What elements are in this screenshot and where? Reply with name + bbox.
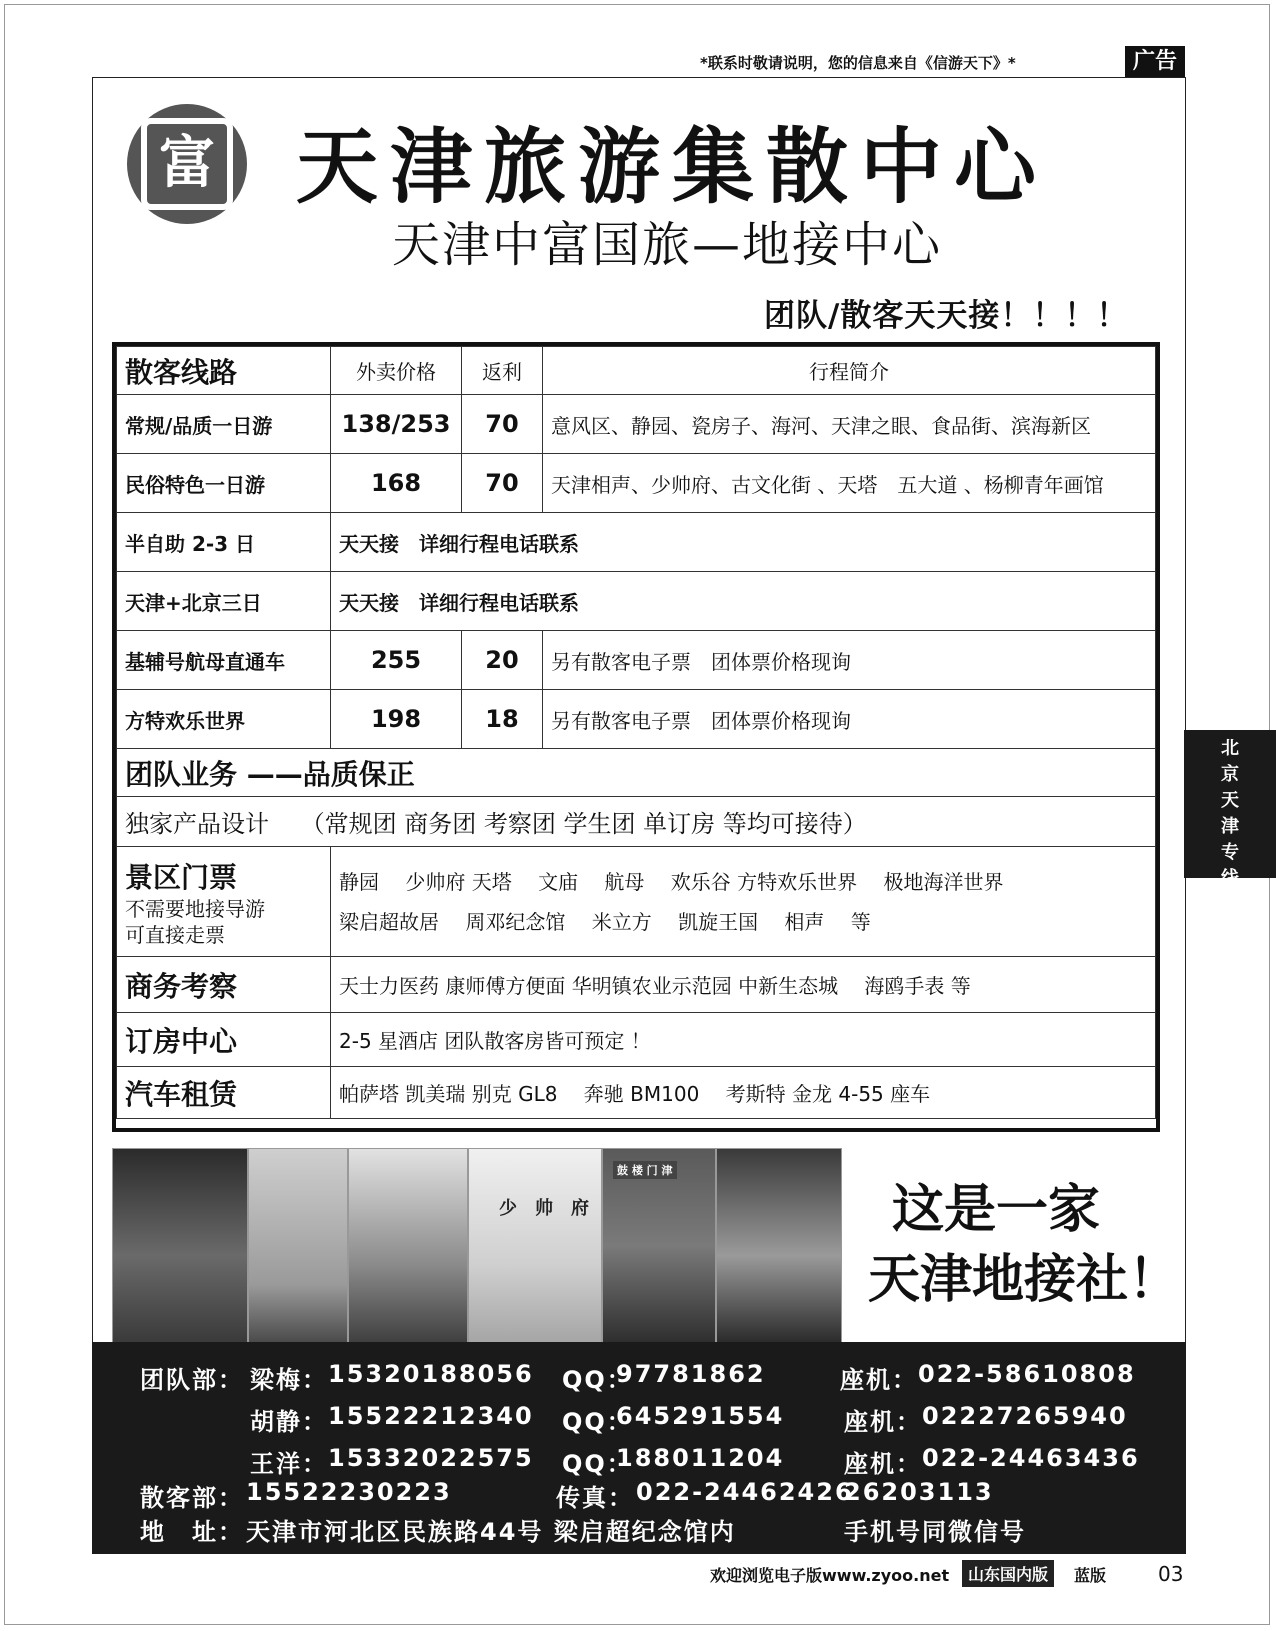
car-desc: 帕萨塔 凯美瑞 别克 GL8 奔驰 BM100 考斯特 金龙 4-55 座车 [331, 1067, 1156, 1119]
side-tab-char: 天 [1221, 790, 1239, 811]
side-tab-char: 线 [1221, 868, 1239, 889]
contact-qq: 645291554 [616, 1402, 785, 1430]
business-label: 商务考察 [117, 957, 331, 1013]
table-row [117, 513, 1156, 572]
table-row [117, 631, 1156, 690]
qq-label: QQ： [562, 1366, 633, 1394]
promo-line2: 天津地接社！ [868, 1250, 1181, 1310]
route-name: 民俗特色一日游 [117, 454, 331, 513]
side-tab-char: 京 [1221, 764, 1239, 785]
tickets-sub2: 可直接走票 [125, 922, 225, 947]
route-name: 常规/品质一日游 [117, 395, 331, 454]
logo-char: 富 [141, 118, 233, 210]
group-title-row [117, 749, 1156, 797]
photo-gulou-caption: 鼓 楼 门 津 [613, 1161, 677, 1179]
tickets-label: 景区门票 [125, 860, 238, 894]
contact-name: 王洋： [250, 1450, 328, 1478]
tel-label: 座机： [844, 1450, 922, 1478]
promo-line1: 这是一家 [892, 1180, 1101, 1240]
tel-label: 座机： [844, 1408, 922, 1436]
tel-label: 座机： [840, 1366, 918, 1394]
contact-name: 胡静： [250, 1408, 328, 1436]
route-table [112, 342, 1160, 1132]
car-label: 汽车租赁 [117, 1067, 331, 1119]
contact-phone: 15320188056 [328, 1360, 534, 1388]
fax-label: 传真： [556, 1484, 634, 1512]
table-row [117, 395, 1156, 454]
photo-ferris-wheel [716, 1148, 842, 1344]
contact-phone: 15332022575 [328, 1444, 534, 1472]
contact-qq: 97781862 [616, 1360, 766, 1388]
address: 天津市河北区民族路44号 梁启超纪念馆内 [246, 1518, 736, 1546]
tickets-list [331, 847, 1156, 957]
photo-shaoshuaifu-caption: 少 帅 府 [499, 1198, 589, 1219]
contact-tel: 02227265940 [922, 1402, 1128, 1430]
contact-panel [92, 1342, 1186, 1554]
table-header-row [117, 347, 1156, 395]
photo-gulou [602, 1148, 716, 1344]
side-tab-char: 津 [1221, 816, 1239, 837]
source-notice: *联系时敬请说明，您的信息来自《信游天下》* [700, 54, 1016, 72]
photo-tower-bridge [112, 1148, 248, 1344]
wechat-note: 手机号同微信号 [844, 1518, 1026, 1546]
address-label: 地 址： [140, 1518, 244, 1546]
hotel-desc: 2-5 星酒店 团队散客房皆可预定 ！ [331, 1013, 1156, 1067]
group-desc-row [117, 797, 1156, 847]
side-tab-char: 北 [1221, 738, 1239, 759]
route-desc: 另有散客电子票 团体票价格现询 [543, 690, 1156, 749]
footer-website: 欢迎浏览电子版www.zyoo.net [710, 1566, 950, 1585]
contact-tel: 022-58610808 [918, 1360, 1136, 1388]
tickets-cell [117, 847, 331, 957]
fax-number: 022-24462426 [636, 1478, 854, 1506]
hotel-label: 订房中心 [117, 1013, 331, 1067]
route-price: 198 [331, 690, 462, 749]
route-name: 半自助 2-3 日 [117, 513, 331, 572]
photo-tv-tower [248, 1148, 348, 1344]
group-title: 团队业务 ——品质保正 [117, 749, 1156, 797]
side-tab-beijing-tianjin [1184, 730, 1276, 889]
side-tab-char: 专 [1221, 842, 1239, 863]
photo-river-city [348, 1148, 468, 1344]
group-dept-label: 团队部： [140, 1366, 244, 1394]
route-price: 138/253 [331, 395, 462, 454]
group-desc: 独家产品设计 （常规团 商务团 考察团 学生团 单订房 等均可接待） [117, 797, 1156, 847]
header-routes: 散客线路 [117, 347, 331, 395]
contact-qq: 188011204 [616, 1444, 785, 1472]
route-price: 255 [331, 631, 462, 690]
page-number: 03 [1158, 1562, 1184, 1586]
route-name: 基辅号航母直通车 [117, 631, 331, 690]
header-price: 外卖价格 [331, 347, 462, 395]
promo-text [868, 1175, 1180, 1315]
contact-name: 梁梅： [250, 1366, 328, 1394]
hotel-row [117, 1013, 1156, 1067]
company-logo [127, 104, 247, 224]
photo-shaoshuaifu [468, 1148, 602, 1344]
car-row [117, 1067, 1156, 1119]
ad-tag: 广告 [1125, 46, 1185, 78]
qq-label: QQ： [562, 1450, 633, 1478]
route-rebate: 20 [462, 631, 543, 690]
photo-collage [112, 1148, 842, 1344]
qq-label: QQ： [562, 1408, 633, 1436]
individual-dept-label: 散客部： [140, 1484, 244, 1512]
tickets-line1: 静园 少帅府 天塔 文庙 航母 欢乐谷 方特欢乐世界 极地海洋世界 [339, 869, 1004, 894]
table-row [117, 690, 1156, 749]
route-desc: 天津相声、少帅府、古文化街 、天塔 五大道 、杨柳青年画馆 [543, 454, 1156, 513]
route-rebate: 70 [462, 454, 543, 513]
table-row [117, 454, 1156, 513]
tickets-sub1: 不需要地接导游 [125, 896, 265, 921]
route-rebate: 18 [462, 690, 543, 749]
table-row [117, 572, 1156, 631]
route-rebate: 70 [462, 395, 543, 454]
business-row [117, 957, 1156, 1013]
route-price: 168 [331, 454, 462, 513]
business-desc: 天士力医药 康师傅方便面 华明镇农业示范园 中新生态城 海鸥手表 等 [331, 957, 1156, 1013]
route-name: 天津+北京三日 [117, 572, 331, 631]
route-name: 方特欢乐世界 [117, 690, 331, 749]
route-desc: 天天接 详细行程电话联系 [331, 513, 1156, 572]
contact-phone: 15522212340 [328, 1402, 534, 1430]
tickets-line2: 梁启超故居 周邓纪念馆 米立方 凯旋王国 相声 等 [339, 909, 871, 934]
ad-subtitle: 天津中富国旅—地接中心 [392, 217, 943, 273]
individual-phone: 15522230223 [246, 1478, 452, 1506]
route-desc: 另有散客电子票 团体票价格现询 [543, 631, 1156, 690]
header-itinerary: 行程简介 [543, 347, 1156, 395]
route-desc: 意风区、静园、瓷房子、海河、天津之眼、食品街、滨海新区 [543, 395, 1156, 454]
contact-tel: 022-24463436 [922, 1444, 1140, 1472]
tickets-row [117, 847, 1156, 957]
slogan: 团队/散客天天接！！！！ [764, 298, 1129, 334]
ad-title: 天津旅游集散中心 [296, 120, 1049, 215]
header-rebate: 返利 [462, 347, 543, 395]
footer-edition-tag: 山东国内版 [962, 1560, 1054, 1587]
route-desc: 天天接 详细行程电话联系 [331, 572, 1156, 631]
footer-edition: 蓝版 [1074, 1566, 1107, 1585]
extra-number: 26203113 [844, 1478, 994, 1506]
